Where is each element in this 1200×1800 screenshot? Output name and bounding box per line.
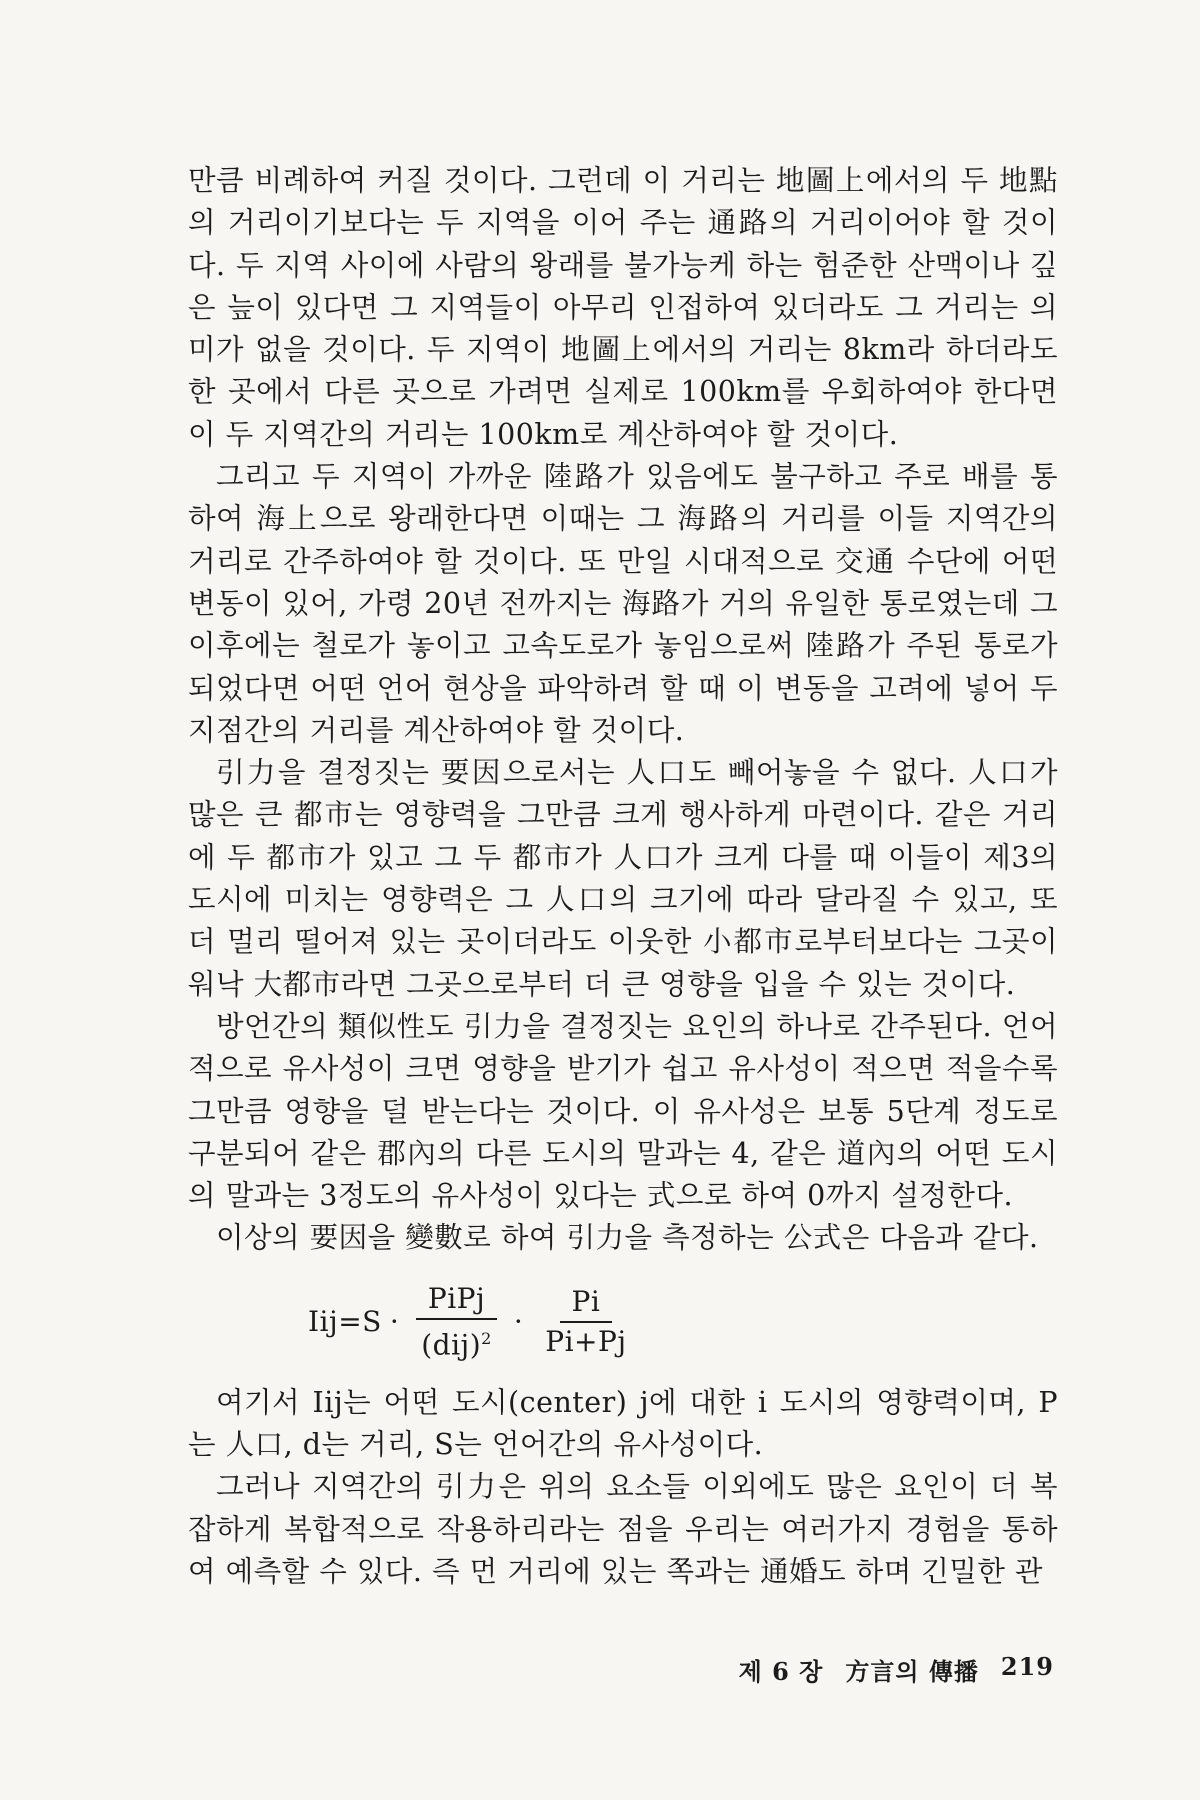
fraction-1-denominator [409,1320,504,1362]
paragraph-2: 그리고 두 지역이 가까운 陸路가 있음에도 불구하고 주로 배를 통하여 海上으로 왕래한다면 이때는 그 海路의 거리를 이들 지역간의 거리로 간주하여야 할 것이다. 또 만일 시대적으로 交通 수단에 어떤 변동이 있어, 가령 20년 전까지는 海路가 거의 유일한 통로였는데 그 이후에는 철로가 놓이고 고속도로가 놓임으로써 陸路가 주된 통로가 되었다면 어떤 언어 현상을 파악하려 할 때 이 변동을 고려에 넣어 두 지점간의 거리를 계산하여야 할 것이다. [188,460,1058,747]
fraction-2-numerator: Pi [560,1285,613,1323]
book-page [188,160,1058,1720]
page-footer [739,1652,1054,1687]
paragraph-final: 그러나 지역간의 引力은 위의 요소들 이외에도 많은 요인이 더 복잡하게 복합적으로 작용하리라는 점을 우리는 여러가지 경험을 통하여 예측할 수 있다. 즉 먼 거리에 있는 쪽과는 通婚도 하며 긴밀한 관 [188,1470,1058,1588]
fraction-1-exponent: 2 [481,1328,492,1348]
paragraph-4: 방언간의 類似性도 引力을 결정짓는 요인의 하나로 간주된다. 언어적으로 유사성이 크면 영향을 받기가 쉽고 유사성이 적으면 적을수록 그만큼 영향을 덜 받는다는 것이다. 이 유사성은 보통 5단계 정도로 구분되어 같은 郡內의 다른 도시의 말과는 4, 같은 道內의 어떤 도시의 말과는 3정도의 유사성이 있다는 式으로 하여 0까지 설정한다. [188,1009,1058,1213]
gravity-formula [308,1274,1058,1370]
paragraph-5: 이상의 要因을 變數로 하여 引力을 측정하는 公式은 다음과 같다. [216,1221,1039,1255]
fraction-1-numerator: PiPj [416,1282,497,1320]
chapter-title: 方言의 傳播 [845,1657,979,1686]
fraction-population-distance [409,1282,504,1362]
body-text [188,160,1058,1593]
formula-lhs: Iij=S [308,1304,382,1338]
formula-explanation: 여기서 Iij는 어떤 도시(center) j에 대한 i 도시의 영향력이며, P는 人口, d는 거리, S는 언어간의 유사성이다. [188,1385,1058,1462]
paragraph-3: 引力을 결정짓는 要因으로서는 人口도 빼어놓을 수 없다. 人口가 많은 큰 都市는 영향력을 그만큼 크게 행사하게 마련이다. 같은 거리에 두 都市가 있고 그 두 都市가 人口가 크게 다를 때 이들이 제3의 도시에 미치는 영향력은 그 人口의 크기에 따라 달라질 수 있고, 또 더 멀리 떨어져 있는 곳이더라도 이웃한 小都市로부터보다는 그곳이 워낙 大都市라면 그곳으로부터 더 큰 영향을 입을 수 있는 것이다. [188,756,1058,1001]
formula-dot-1: · [389,1304,400,1338]
fraction-population-ratio [533,1285,638,1359]
fraction-1-denominator-base: (dij) [421,1327,482,1361]
paragraph-1: 만큼 비례하여 커질 것이다. 그런데 이 거리는 地圖上에서의 두 地點의 거리이기보다는 두 지역을 이어 주는 通路의 거리이어야 할 것이다. 두 지역 사이에 사람의 왕래를 불가능케 하는 험준한 산맥이나 깊은 늪이 있다면 그 지역들이 아무리 인접하여 있더라도 그 거리는 의미가 없을 것이다. 두 지역이 地圖上에서의 거리는 8km라 하더라도 한 곳에서 다른 곳으로 가려면 실제로 100km를 우회하여야 한다면 이 두 지역간의 거리는 100km로 계산하여야 할 것이다. [188,164,1058,451]
fraction-2-denominator: Pi+Pj [545,1324,627,1358]
formula-dot-2: · [513,1304,524,1338]
page-number: 219 [1000,1652,1054,1681]
chapter-label: 제 6 장 [738,1657,824,1686]
